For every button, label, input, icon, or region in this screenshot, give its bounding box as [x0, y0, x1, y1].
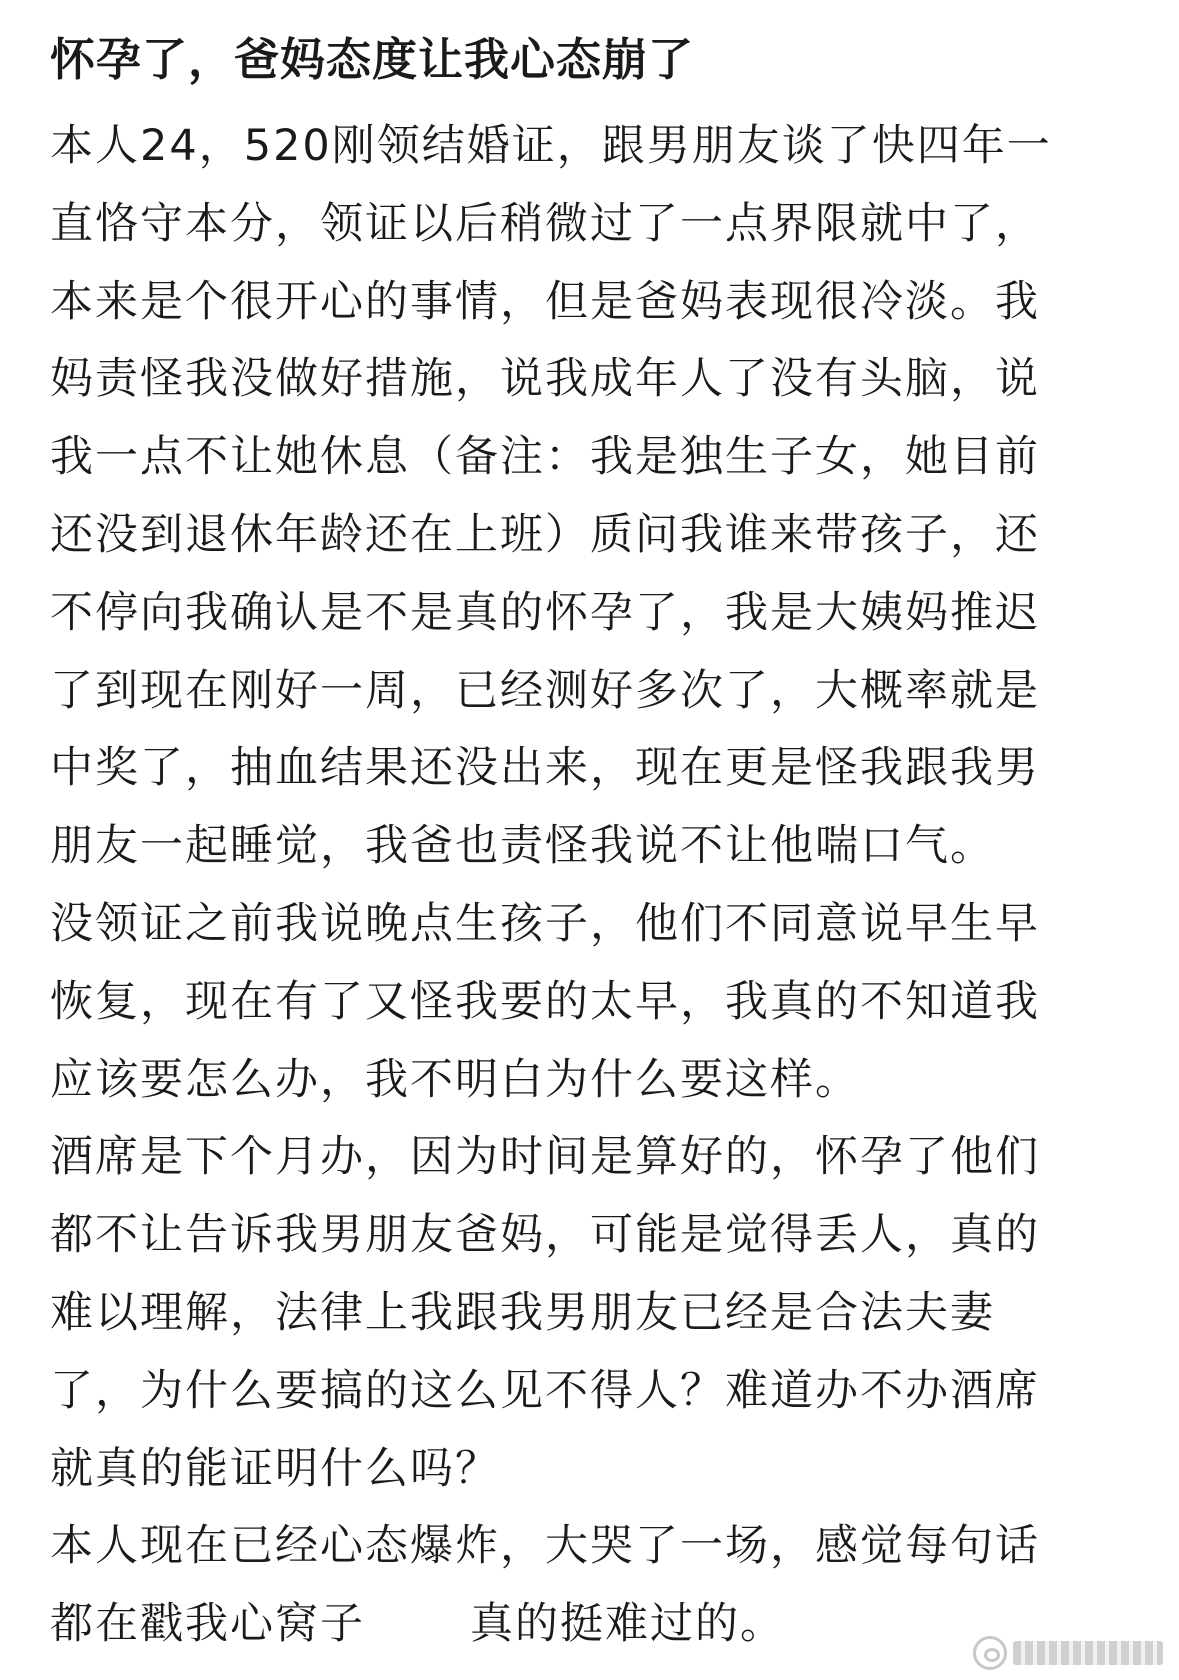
- text-line: 还没到退休年龄还在上班）质问我谁来带孩子，还: [50, 509, 1040, 560]
- text-fragment: 真的挺难过的。: [470, 1599, 785, 1650]
- text-line: 本人24，520刚领结婚证，跟男朋友谈了快四年一: [50, 121, 1052, 171]
- post-content: [50, 24, 1130, 1664]
- text-line: 难以理解，法律上我跟我男朋友已经是合法夫妻: [50, 1287, 995, 1338]
- post-body: [50, 108, 1130, 1664]
- text-line: 我一点不让她休息（备注：我是独生子女，她目前: [50, 432, 1040, 483]
- text-line: 就真的能证明什么吗？: [50, 1443, 500, 1494]
- text-line: 本人现在已经心态爆炸，大哭了一场，感觉每句话: [50, 1521, 1040, 1572]
- text-line: 恢复，现在有了又怪我要的太早，我真的不知道我: [50, 976, 1040, 1027]
- text-line-last: [50, 1586, 1130, 1664]
- text-line: 妈责怪我没做好措施，说我成年人了没有头脑，说: [50, 354, 1040, 405]
- weibo-logo-icon: [973, 1636, 1007, 1670]
- text-line: 酒席是下个月办，因为时间是算好的，怀孕了他们: [50, 1132, 1040, 1183]
- text-fragment: 都在戳我心窝子: [50, 1599, 365, 1650]
- text-line: 直恪守本分，领证以后稍微过了一点界限就中了，: [50, 198, 1040, 249]
- text-line: 应该要怎么办，我不明白为什么要这样。: [50, 1054, 860, 1105]
- text-line: 都不让告诉我男朋友爸妈，可能是觉得丢人，真的: [50, 1210, 1040, 1261]
- post-title: 怀孕了，爸妈态度让我心态崩了: [50, 33, 695, 86]
- text-line: 没领证之前我说晚点生孩子，他们不同意说早生早: [50, 898, 1040, 949]
- text-line: 不停向我确认是不是真的怀孕了，我是大姨妈推迟: [50, 587, 1040, 638]
- text-line: 了，为什么要搞的这么见不得人？难道办不办酒席: [50, 1365, 1040, 1416]
- text-line: 了到现在刚好一周，已经测好多次了，大概率就是: [50, 665, 1040, 716]
- text-line: 朋友一起睡觉，我爸也责怪我说不让他喘口气。: [50, 821, 995, 872]
- paragraph-4: [50, 1508, 1130, 1664]
- paragraph-1: [50, 108, 1130, 886]
- text-line: 本来是个很开心的事情，但是爸妈表现很冷淡。我: [50, 276, 1040, 327]
- paragraph-3: [50, 1119, 1130, 1508]
- watermark-username-mask: [1013, 1641, 1163, 1665]
- paragraph-2: [50, 886, 1130, 1119]
- watermark: [973, 1636, 1163, 1670]
- text-line: 中奖了，抽血结果还没出来，现在更是怪我跟我男: [50, 743, 1040, 794]
